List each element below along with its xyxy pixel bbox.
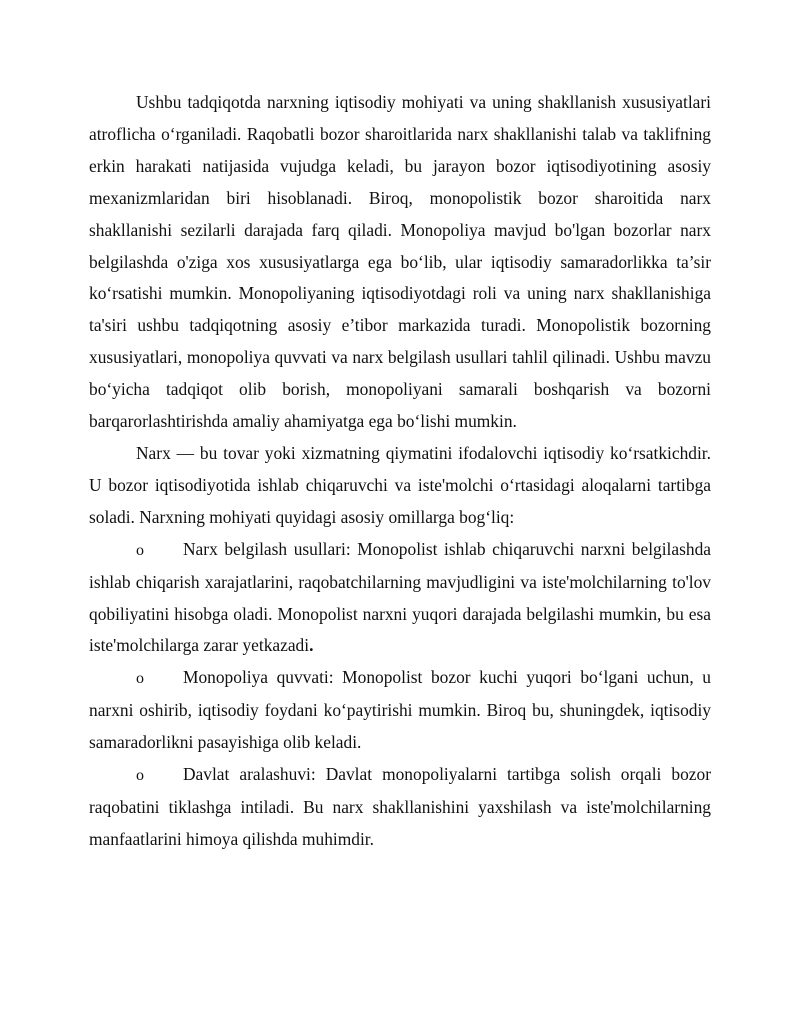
bullet-marker-icon: o xyxy=(136,541,144,559)
bullet-marker-icon: o xyxy=(136,670,144,688)
list-item-text: Davlat aralashuvi: Davlat monopoliyalarni tartibga solish orqali bozor raqobatini tiklashga intiladi. Bu narx shakllanishini yaxshilash va iste'molchilarning manfaatlarini himoya qilishda muhimdir. xyxy=(89,764,711,849)
list-item xyxy=(89,662,711,759)
list-item-text: Narx belgilash usullari: Monopolist ishlab chiqaruvchi narxni belgilashda ishlab chiqarish xarajatlarini, raqobatchilarning mavjudligini va iste'molchilarning to'lov qobiliyatini hisobga oladi. Monopolist narxni yuqori darajada belgilashi mumkin, bu esa iste'molchilarga zarar yetkazadi xyxy=(89,538,711,656)
document-body xyxy=(89,87,711,856)
intro-paragraph: Ushbu tadqiqotda narxning iqtisodiy mohiyati va uning shakllanish xususiyatlari atroflicha o‘rganiladi. Raqobatli bozor sharoitlarida narx shakllanishi talab va taklifning erkin harakati natijasida vujudga keladi, bu jarayon bozor iqtisodiyotining asosiy mexanizmlaridan biri hisoblanadi. Biroq, monopolistik bozor sharoitida narx shakllanishi sezilarli darajada farq qiladi. Monopoliya mavjud bo'lgan bozorlar narx belgilashda o'ziga xos xususiyatlarga ega bo‘lib, ular iqtisodiy samaradorlikka ta’sir ko‘rsatishi mumkin. Monopoliyaning iqtisodiyotdagi roli va uning narx shakllanishiga ta'siri ushbu tadqiqotning asosiy e’tibor markazida turadi. Monopolistik bozorning xususiyatlari, monopoliya quvvati va narx belgilash usullari tahlil qilinadi. Ushbu mavzu bo‘yicha tadqiqot olib borish, monopoliyani samarali boshqarish va bozorni barqarorlashtirishda amaliy ahamiyatga ega bo‘lishi mumkin. xyxy=(89,92,711,432)
list-item-trailing: . xyxy=(309,635,314,656)
list-item-text: Monopoliya quvvati: Monopolist bozor kuchi yuqori bo‘lgani uchun, u narxni oshirib, iqtisodiy foydani ko‘paytirishi mumkin. Biroq bu, shuningdek, iqtisodiy samaradorlikni pasayishiga olib keladi. xyxy=(89,667,711,753)
definition-paragraph: Narx — bu tovar yoki xizmatning qiymatini ifodalovchi iqtisodiy ko‘rsatkichdir. U bozor iqtisodiyotida ishlab chiqaruvchi va iste'molchi o‘rtasidagi aloqalarni tartibga soladi. Narxning mohiyati quyidagi asosiy omillarga bog‘liq: xyxy=(89,442,711,527)
list-item xyxy=(89,759,711,856)
list-item xyxy=(89,534,711,663)
bullet-marker-icon: o xyxy=(136,767,144,785)
